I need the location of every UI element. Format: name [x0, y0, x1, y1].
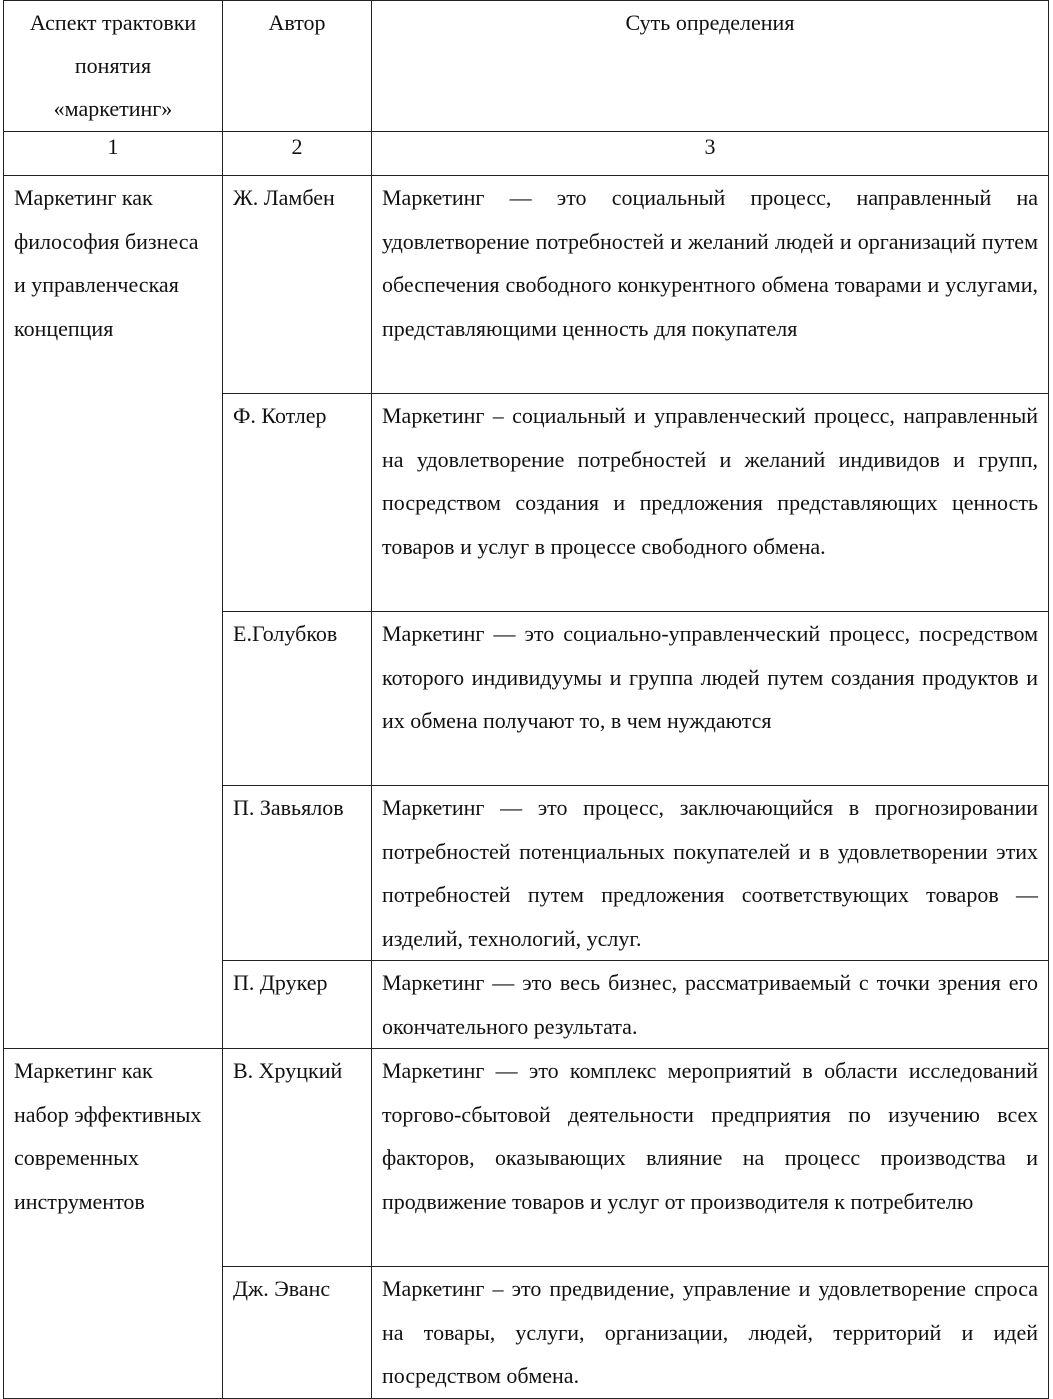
author-cell: Ф. Котлер: [223, 394, 372, 612]
author-cell: Дж. Эванс: [223, 1267, 372, 1399]
aspect-cell: Маркетинг как философия бизнеса и управленческая концепция: [4, 176, 223, 1049]
header-aspect: Аспект трактовки понятия «маркетинг»: [4, 1, 223, 132]
definition-cell: Маркетинг — это комплекс мероприятий в области исследований торгово-сбытовой деятельности предприятия по изучению всех факторов, оказывающих влияние на процесс производства и продвижение товаров и услуг от производителя к потребителю: [372, 1049, 1049, 1267]
author-cell: П. Друкер: [223, 961, 372, 1049]
header-definition: Суть определения: [372, 1, 1049, 132]
definition-cell: Маркетинг — это социально-управленческий процесс, посредством которого индивидуумы и группа людей путем создания продуктов и их обмена получают то, в чем нуждаются: [372, 612, 1049, 786]
table-row: [4, 1049, 1049, 1267]
author-cell: П. Завьялов: [223, 786, 372, 961]
definition-cell: Маркетинг – это предвидение, управление и удовлетворение спроса на товары, услуги, организации, людей, территорий и идей посредством обмена.: [372, 1267, 1049, 1399]
marketing-definitions-table: [3, 0, 1049, 1399]
column-number-row: [4, 132, 1049, 176]
column-number-2: 2: [223, 132, 372, 176]
definition-cell: Маркетинг — это процесс, заключающийся в прогнозировании потребностей потенциальных покупателей и в удовлетворении этих потребностей путем предложения соответствующих товаров — изделий, технологий, услуг.: [372, 786, 1049, 961]
header-author: Автор: [223, 1, 372, 132]
table-header-row: [4, 1, 1049, 132]
aspect-cell: Маркетинг как набор эффективных современных инструментов: [4, 1049, 223, 1399]
definition-cell: Маркетинг — это социальный процесс, направленный на удовлетворение потребностей и желаний людей и организаций путем обеспечения свободного конкурентного обмена товарами и услугами, представляющими ценность для покупателя: [372, 176, 1049, 394]
table-row: [4, 176, 1049, 394]
definition-cell: Маркетинг – социальный и управленческий процесс, направленный на удовлетворение потребностей и желаний индивидов и групп, посредством создания и предложения представляющих ценность товаров и услуг в процессе свободного обмена.: [372, 394, 1049, 612]
column-number-1: 1: [4, 132, 223, 176]
column-number-3: 3: [372, 132, 1049, 176]
author-cell: Е.Голубков: [223, 612, 372, 786]
definition-cell: Маркетинг — это весь бизнес, рассматриваемый с точки зрения его окончательного результата.: [372, 961, 1049, 1049]
author-cell: В. Хруцкий: [223, 1049, 372, 1267]
author-cell: Ж. Ламбен: [223, 176, 372, 394]
